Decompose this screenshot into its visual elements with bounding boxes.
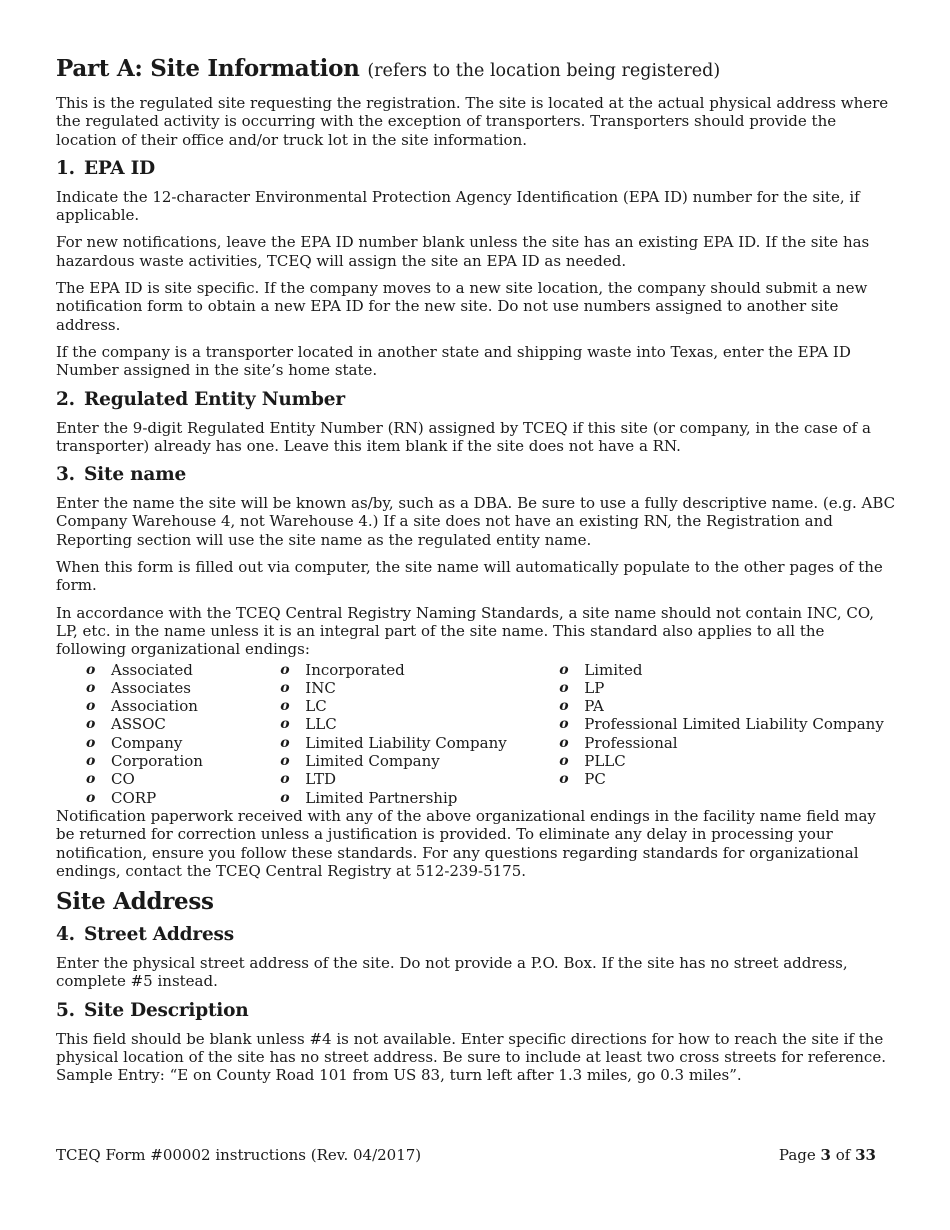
list-item: o Professional [557, 734, 896, 752]
list-item: o Association [84, 697, 278, 715]
list-item: o CORP [84, 789, 278, 807]
endings-column-2 [278, 661, 557, 807]
part-a-subtitle: (refers to the location being registered) [367, 61, 721, 81]
footer-form-label: TCEQ Form #00002 instructions (Rev. 04/2017) [56, 1146, 422, 1164]
section-1-paragraph-1: Indicate the 12-character Environmental Protection Agency Identification (EPA ID) number for the site, if applicable. [56, 187, 860, 225]
document-page [56, 54, 896, 1094]
list-item: o Professional Limited Liability Company [557, 715, 896, 733]
list-item: o PC [557, 770, 896, 788]
part-a-title [56, 54, 896, 86]
section-5-heading: 5. Site Description [56, 999, 249, 1021]
section-3-paragraph-1: Enter the name the site will be known as/by, such as a DBA. Be sure to use a fully descriptive name. (e.g. ABC Company Warehouse 4, not Warehouse 4.) If a site does not have an existing RN, the Registration and Reporting section will use the site name as the regulated entity name. [56, 494, 896, 549]
list-item: o Limited Company [278, 752, 557, 770]
section-3-paragraph-3: In accordance with the TCEQ Central Registry Naming Standards, a site name should not contain INC, CO, LP, etc. in the name unless it is an integral part of the site name. This standard also applies to all the following organizational endings: [56, 603, 875, 659]
list-item: o Associated [84, 661, 278, 679]
section-4-heading: 4. Street Address [56, 924, 234, 946]
section-1-paragraph-4: If the company is a transporter located in another state and shipping waste into Texas, enter the EPA ID Number assigned in the site’s home state. [56, 342, 851, 380]
list-item: o INC [278, 679, 557, 697]
part-a-heading: Part A: Site Information [56, 55, 360, 82]
list-item: o PLLC [557, 752, 896, 770]
site-address-heading: Site Address [56, 888, 214, 916]
list-item: o Incorporated [278, 661, 557, 679]
page-footer [56, 1146, 876, 1164]
list-item: o PA [557, 697, 896, 715]
list-item: o ASSOC [84, 715, 278, 733]
endings-column-1 [84, 661, 278, 807]
list-item: o Limited Liability Company [278, 734, 557, 752]
section-1-heading: 1. EPA ID [56, 157, 155, 179]
list-item: o Associates [84, 679, 278, 697]
section-3-heading: 3. Site name [56, 464, 187, 486]
section-2-heading: 2. Regulated Entity Number [56, 388, 345, 410]
list-item: o LC [278, 697, 557, 715]
list-item: o LTD [278, 770, 557, 788]
section-5-paragraph-1: This field should be blank unless #4 is not available. Enter specific directions for how to reach the site if the physical location of the site has no street address. Be sure to include at least two cross streets for reference. Sample Entry: “E on County Road 101 from US 83, turn left after 1.3 miles, go 0.3 miles”. [56, 1029, 886, 1085]
list-item: o Corporation [84, 752, 278, 770]
section-3-paragraph-4: Notification paperwork received with any of the above organizational endings in the facility name field may be returned for correction unless a justification is provided. To eliminate any delay in processing your notification, ensure you follow these standards. For any questions regarding standards for organizational endings, contact the TCEQ Central Registry at 512-239-5175. [56, 806, 876, 880]
section-1-paragraph-2: For new notifications, leave the EPA ID number blank unless the site has an existing EPA ID. If the site has hazardous waste activities, TCEQ will assign the site an EPA ID as needed. [56, 233, 870, 270]
list-item: o Limited [557, 661, 896, 679]
list-item: o LLC [278, 715, 557, 733]
section-1-paragraph-3: The EPA ID is site specific. If the company moves to a new site location, the company should submit a new notification form to obtain a new EPA ID for the new site. Do not use numbers assigned to another site address. [56, 279, 868, 334]
list-item: o Limited Partnership [278, 789, 557, 807]
section-3-paragraph-2: When this form is filled out via computer, the site name will automatically populate to the other pages of the form. [56, 558, 883, 595]
list-item: o Company [84, 734, 278, 752]
section-2-paragraph-1: Enter the 9-digit Regulated Entity Number (RN) assigned by TCEQ if this site (or company, in the case of a transporter) already has one. Leave this item blank if the site does not have a RN. [56, 418, 871, 455]
endings-column-3 [557, 661, 896, 807]
section-4-paragraph-1: Enter the physical street address of the site. Do not provide a P.O. Box. If the site has no street address, complete #5 instead. [56, 954, 848, 991]
page-number: Page 3 of 33 [778, 1146, 876, 1164]
list-item: o LP [557, 679, 896, 697]
list-item: o CO [84, 770, 278, 788]
part-a-intro: This is the regulated site requesting the registration. The site is located at the actual physical address where the regulated activity is occurring with the exception of transporters. Transporters should provide the location of their office and/or truck lot in the site information. [56, 94, 889, 149]
organizational-endings-list [84, 661, 896, 807]
